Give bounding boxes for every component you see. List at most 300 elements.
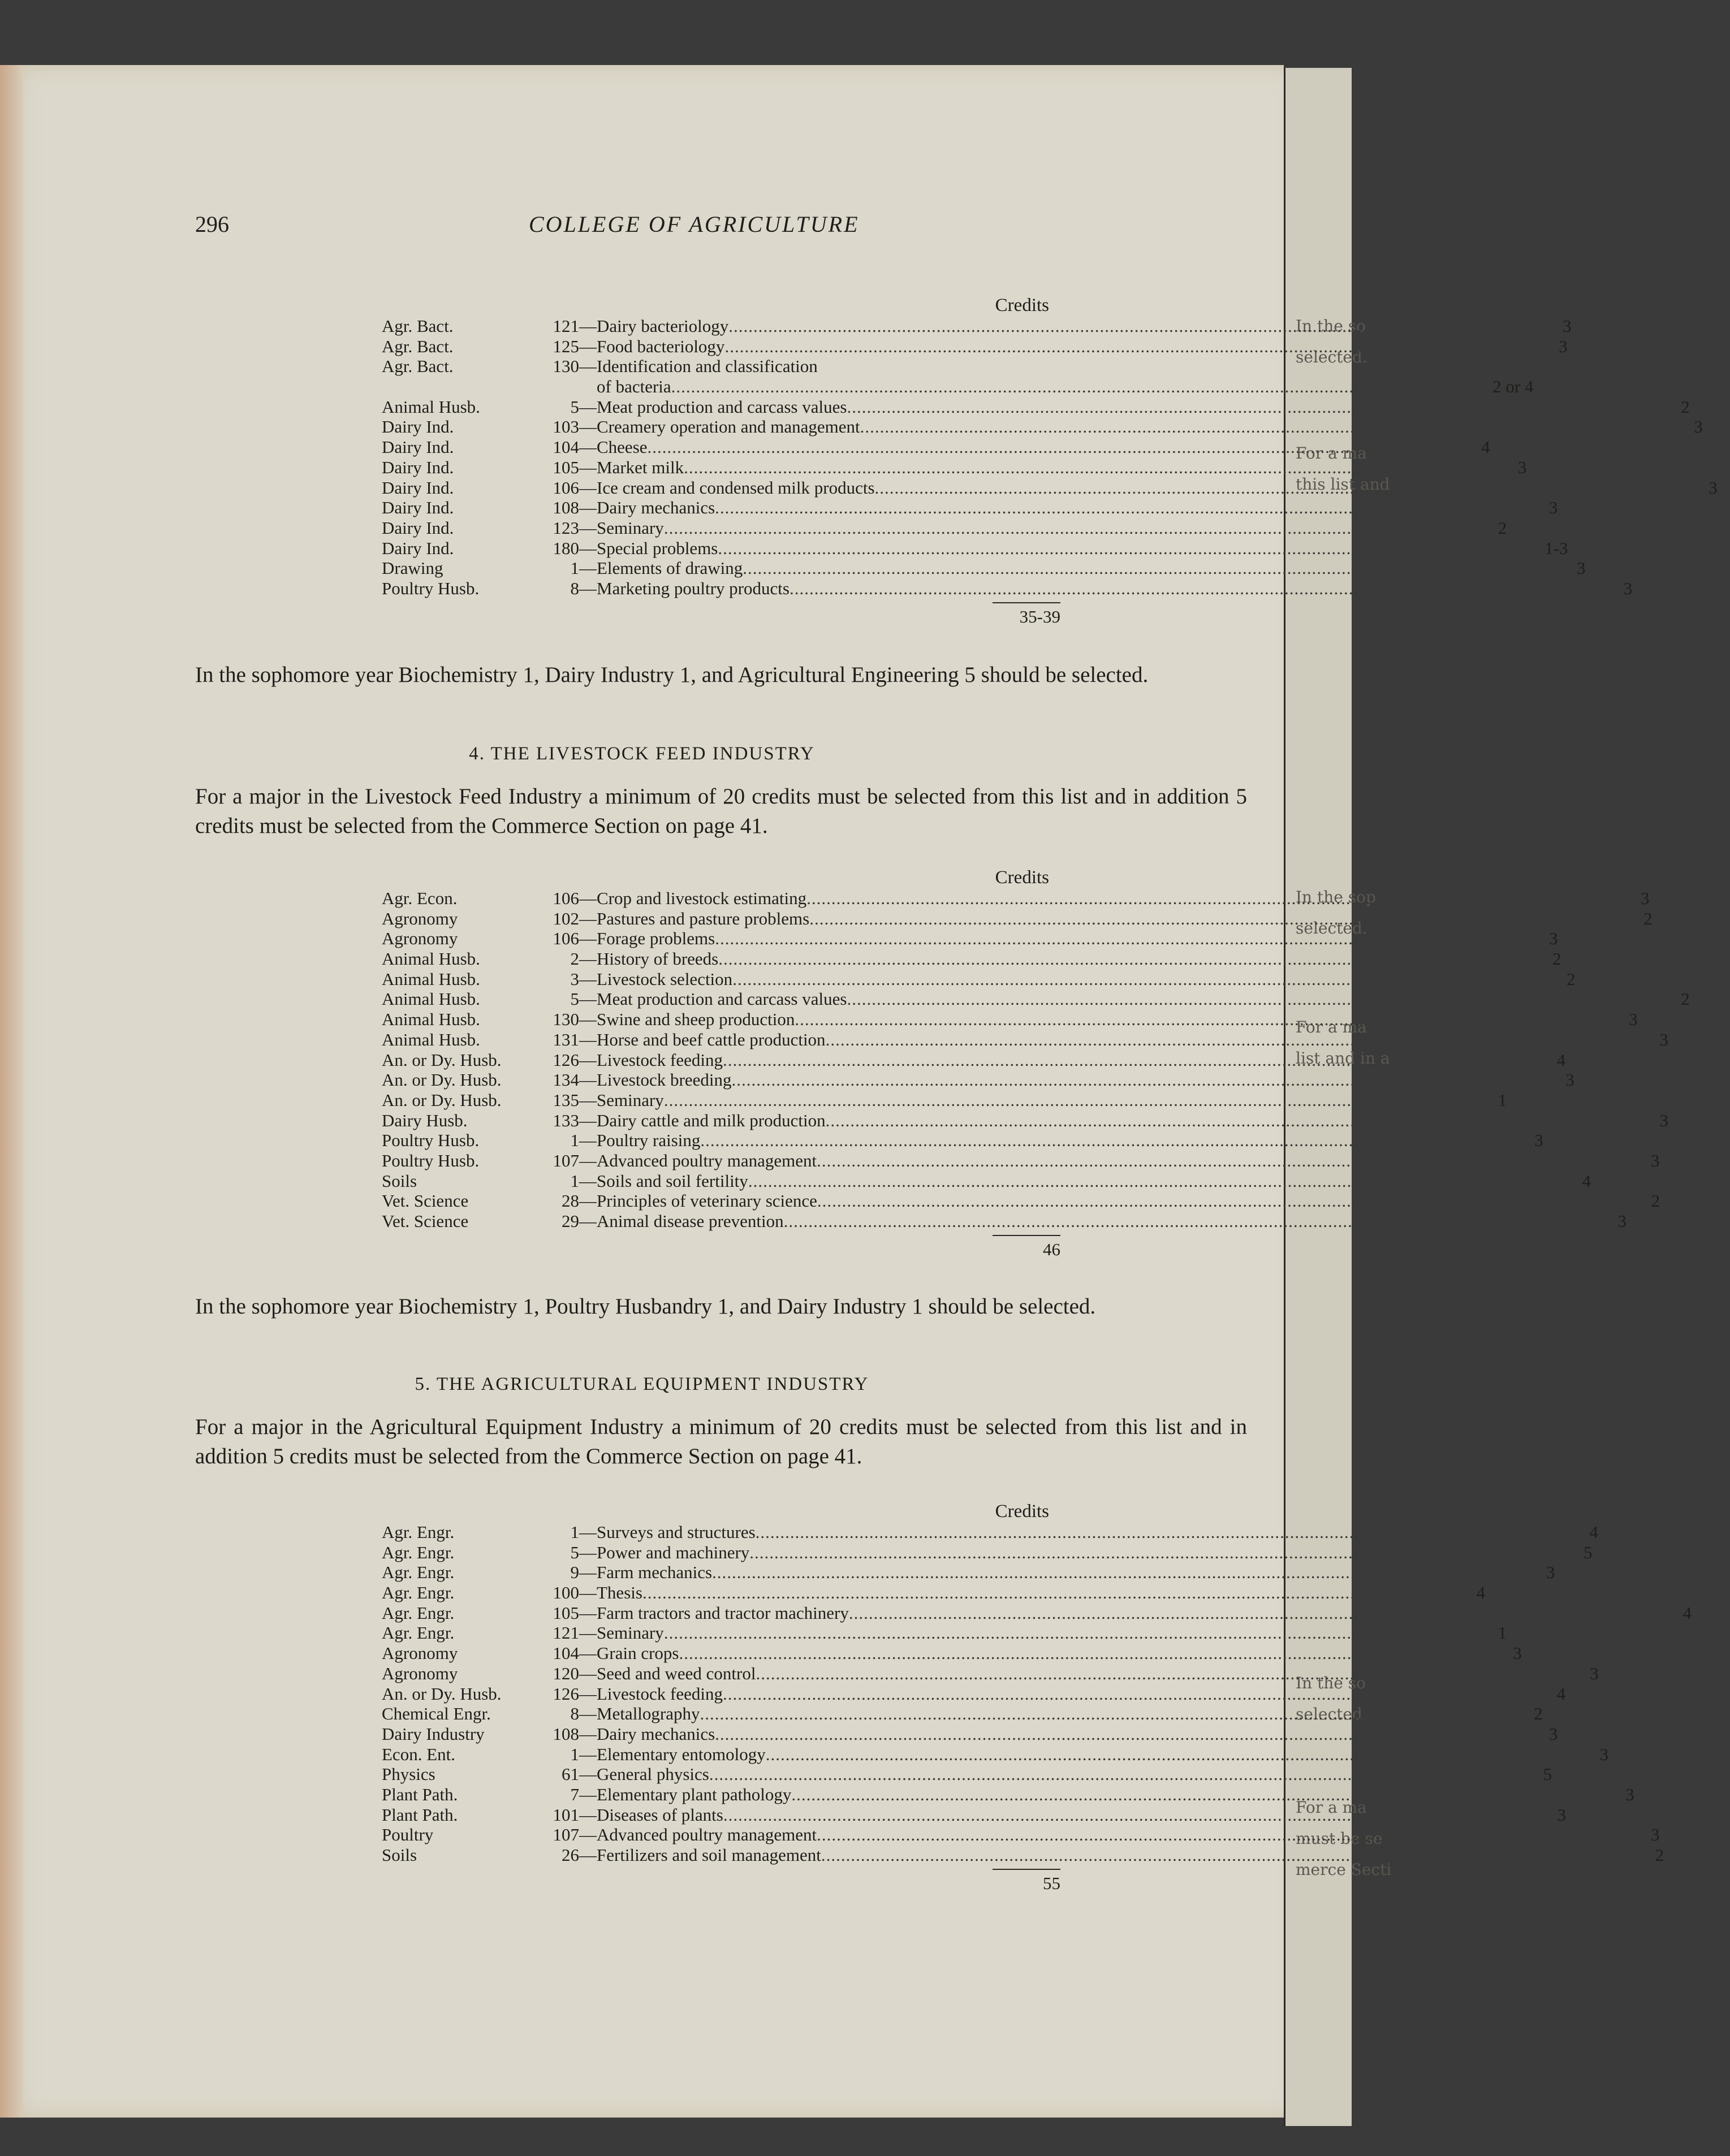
course-credits: 2: [1681, 396, 1690, 417]
course-number: 134—: [553, 1070, 597, 1090]
course-row: [382, 1110, 1668, 1131]
department: Agr. Engr.: [382, 1602, 455, 1623]
course-credits: 3: [1517, 457, 1527, 477]
course-title-cell: [597, 538, 1539, 559]
credits-heading: Credits: [995, 1501, 1049, 1522]
course-credits: 2: [1498, 517, 1507, 538]
facing-fragment: selected.: [1296, 919, 1367, 937]
course-title-cell: [597, 356, 1038, 377]
course-credits: 2: [1552, 949, 1561, 969]
dot-leader: [732, 969, 1554, 990]
course-title: Livestock feeding: [597, 1683, 723, 1704]
department: Dairy Ind.: [382, 517, 454, 538]
course-title: Advanced poultry management: [597, 1825, 817, 1845]
total-rule: [993, 602, 1060, 603]
dot-leader: [847, 989, 1668, 1009]
course-number: 133—: [553, 1110, 597, 1130]
course-credits: 5: [1584, 1542, 1593, 1562]
course-credits: 1: [1498, 1623, 1507, 1643]
course-row: [382, 1191, 1660, 1211]
course-credits: 3: [1599, 1744, 1608, 1764]
dot-leader: [664, 1090, 1486, 1111]
course-title-cell: [597, 417, 1681, 437]
course-number: 103—: [553, 417, 597, 437]
course-number: 106—: [553, 928, 597, 949]
course-title: Swine and sheep production: [597, 1009, 795, 1030]
course-title: Soils and soil fertility: [597, 1170, 748, 1191]
course-credits: 3: [1559, 336, 1568, 356]
course-title-cell: [597, 1664, 1577, 1684]
course-title-cell: [597, 1704, 1521, 1724]
dot-leader: [715, 498, 1537, 518]
course-title-cell: [597, 949, 1540, 969]
course-title-cell: [597, 1562, 1534, 1583]
course-credits: 1-3: [1545, 538, 1568, 558]
course-number: 126—: [553, 1683, 597, 1704]
course-credits: 3: [1625, 1784, 1634, 1804]
course-title: Seminary: [597, 1623, 664, 1643]
facing-fragment: For a ma: [1296, 1798, 1367, 1817]
department: Soils: [382, 1170, 417, 1191]
course-number: 108—: [553, 498, 597, 518]
course-row: [382, 457, 1527, 478]
course-title-cell: [597, 1724, 1537, 1744]
course-number: 130—: [553, 356, 597, 377]
course-credits: [1038, 356, 1072, 377]
course-title: Animal disease prevention: [597, 1211, 784, 1231]
dot-leader: [723, 1050, 1545, 1070]
course-credits: 3: [1709, 477, 1718, 498]
department: An. or Dy. Husb.: [382, 1683, 502, 1704]
course-number: 104—: [553, 437, 597, 457]
course-number: 104—: [553, 1643, 597, 1664]
total-rule: [993, 1235, 1060, 1236]
department: Animal Husb.: [382, 1009, 480, 1030]
dot-leader: [715, 1724, 1537, 1744]
dot-leader: [671, 377, 1493, 397]
course-title-cell: [597, 1090, 1485, 1111]
facing-fragment: selected.: [1296, 1705, 1367, 1723]
course-credits: 1: [1498, 1090, 1507, 1110]
course-number: 8—: [570, 578, 597, 598]
course-number: 1—: [570, 1170, 597, 1191]
course-number: 125—: [553, 336, 597, 356]
dot-leader: [817, 1825, 1638, 1845]
course-credits: 3: [1546, 1562, 1555, 1583]
course-title: of bacteria: [597, 377, 671, 397]
course-title-cell: [597, 1543, 1571, 1563]
course-number: 5—: [570, 396, 597, 417]
course-title: Cheese: [597, 437, 648, 457]
facing-fragment: For a ma: [1296, 444, 1367, 463]
dot-leader: [700, 1130, 1522, 1151]
course-credits: 3: [1659, 1110, 1668, 1130]
course-row: [382, 498, 1558, 518]
course-row: [382, 1170, 1591, 1191]
course-number: 108—: [553, 1723, 597, 1744]
course-title: Livestock breeding: [597, 1070, 732, 1090]
course-title-cell: [597, 1825, 1638, 1845]
department: Plant Path.: [382, 1784, 458, 1804]
credits-heading: Credits: [995, 867, 1049, 888]
course-title: Meat production and carcass values: [597, 396, 847, 417]
department: An. or Dy. Husb.: [382, 1070, 502, 1090]
department: An. or Dy. Husb.: [382, 1090, 502, 1110]
dot-leader: [826, 1111, 1647, 1131]
sophomore-note: In the sophomore year Biochemistry 1, Poultry Husbandry 1, and Dairy Industry 1 should be selected.: [195, 1294, 1096, 1319]
department: Dairy Ind.: [382, 457, 454, 477]
course-title: Poultry raising: [597, 1130, 701, 1151]
department: Poultry: [382, 1825, 434, 1845]
dot-leader: [728, 316, 1550, 336]
course-title-cell: [597, 1684, 1544, 1704]
dot-leader: [756, 1664, 1577, 1684]
course-title: Farm mechanics: [597, 1562, 713, 1583]
course-title: General physics: [597, 1764, 709, 1785]
page-number: 296: [195, 211, 229, 237]
course-title: Principles of veterinary science: [597, 1191, 817, 1211]
course-credits: 3: [1577, 558, 1586, 578]
course-title: Dairy cattle and milk production: [597, 1110, 826, 1130]
course-credits: 4: [1556, 1683, 1566, 1704]
section-intro: For a major in the Livestock Feed Industry a minimum of 20 credits must be selected from this list and in addition 5 credits must be selected from the Commerce Section on page 41.: [195, 784, 1247, 838]
course-row: [382, 578, 1633, 599]
dot-leader: [718, 538, 1539, 559]
course-row: [382, 1784, 1634, 1805]
dot-leader: [821, 1845, 1643, 1865]
course-row: [382, 377, 1534, 397]
course-number: 1—: [570, 1130, 597, 1151]
course-number: 8—: [570, 1704, 597, 1724]
course-title-cell: [597, 437, 1469, 457]
total-rule: [993, 1869, 1060, 1870]
course-credits: 3: [1557, 1804, 1567, 1825]
course-number: 135—: [553, 1090, 597, 1110]
course-title: Power and machinery: [597, 1542, 750, 1562]
course-row: [382, 969, 1576, 990]
course-title: Special problems: [597, 538, 718, 558]
section-intro: For a major in the Agricultural Equipment Industry a minimum of 20 credits must be selected from this list and in addition 5 credits must be selected from the Commerce Section on page 41.: [195, 1415, 1247, 1468]
dot-leader: [709, 1764, 1531, 1785]
department: Soils: [382, 1845, 417, 1865]
department: Agronomy: [382, 908, 458, 928]
dot-leader: [715, 928, 1537, 949]
course-title-cell: [597, 1009, 1616, 1030]
department: Poultry Husb.: [382, 578, 480, 598]
course-credits: 2: [1566, 969, 1576, 989]
course-title-cell: [597, 1845, 1642, 1865]
course-credits: 2 or 4: [1492, 377, 1534, 397]
course-credits: 4: [1556, 1049, 1566, 1070]
course-title: Marketing poultry products: [597, 578, 789, 598]
department: Animal Husb.: [382, 1029, 480, 1049]
course-title-cell: [597, 1151, 1638, 1171]
course-credits: 4: [1589, 1522, 1598, 1542]
course-credits: 3: [1563, 316, 1572, 336]
course-title-cell: [597, 888, 1628, 909]
course-title: Livestock feeding: [597, 1049, 723, 1070]
course-row: [382, 1070, 1574, 1090]
dot-leader: [723, 1684, 1545, 1704]
department: Econ. Ent.: [382, 1744, 455, 1764]
department: Chemical Engr.: [382, 1704, 491, 1724]
department: Drawing: [382, 558, 443, 578]
course-number: 5—: [570, 1542, 597, 1562]
department: Dairy Ind.: [382, 417, 454, 437]
course-title: Surveys and structures: [597, 1522, 756, 1542]
course-title-cell: [597, 1111, 1647, 1131]
course-credits: 3: [1629, 1009, 1638, 1030]
course-credits: 3: [1650, 1825, 1660, 1845]
dot-leader: [817, 1191, 1639, 1211]
course-credits: 3: [1590, 1663, 1599, 1683]
course-number: 1—: [570, 558, 597, 578]
dot-leader: [684, 457, 1505, 478]
course-title-cell: [597, 1744, 1587, 1765]
department: Agr. Econ.: [382, 888, 458, 908]
course-number: 106—: [553, 888, 597, 908]
course-title-cell: [597, 558, 1564, 578]
course-title: Forage problems: [597, 928, 715, 949]
course-row: [382, 1542, 1593, 1563]
course-number: 107—: [553, 1825, 597, 1845]
facing-fragment: For a ma: [1296, 1018, 1367, 1036]
course-credits: 4: [1481, 437, 1490, 457]
dot-leader: [756, 1522, 1577, 1543]
course-credits: 2: [1651, 1191, 1660, 1211]
course-number: 101—: [553, 1804, 597, 1825]
course-credits: 3: [1623, 578, 1633, 598]
dot-leader: [795, 1009, 1616, 1030]
credits-total: 46: [1043, 1239, 1060, 1259]
course-credits: 3: [1659, 1029, 1668, 1049]
course-title: Dairy bacteriology: [597, 316, 729, 336]
course-title-cell: [597, 1643, 1500, 1664]
course-title-cell: [597, 1030, 1647, 1050]
course-title-cell: [597, 1070, 1553, 1090]
dot-leader: [723, 1805, 1545, 1825]
dot-leader: [749, 1543, 1571, 1563]
course-row: [382, 989, 1690, 1009]
page-edge: [0, 65, 23, 2118]
course-title: History of breeds: [597, 949, 719, 969]
course-title: Grain crops: [597, 1643, 679, 1664]
course-number: 105—: [553, 457, 597, 477]
course-title-cell: [597, 377, 1492, 397]
course-row: [382, 558, 1586, 578]
course-number: 121—: [553, 1623, 597, 1643]
section-heading: 4. THE LIVESTOCK FEED INDUSTRY: [469, 744, 815, 764]
course-row: [382, 1723, 1558, 1744]
department: Vet. Science: [382, 1211, 469, 1231]
course-title-cell: [597, 397, 1668, 417]
course-number: 180—: [553, 538, 597, 558]
department: Agronomy: [382, 1663, 458, 1683]
course-number: 130—: [553, 1009, 597, 1030]
dot-leader: [875, 478, 1697, 498]
course-title: Advanced poultry management: [597, 1150, 817, 1170]
department: Agr. Engr.: [382, 1542, 455, 1562]
course-row: [382, 1211, 1627, 1232]
course-title: Seed and weed control: [597, 1663, 756, 1683]
course-title-cell: [597, 1805, 1545, 1825]
course-number: 126—: [553, 1049, 597, 1070]
section-heading: 5. THE AGRICULTURAL EQUIPMENT INDUSTRY: [415, 1374, 869, 1394]
course-title-cell: [597, 1603, 1670, 1623]
course-credits: 3: [1548, 498, 1558, 518]
course-number: 2—: [570, 949, 597, 969]
department: Dairy Husb.: [382, 1110, 468, 1130]
course-number: 1—: [570, 1744, 597, 1764]
department: An. or Dy. Husb.: [382, 1049, 502, 1070]
department: Animal Husb.: [382, 989, 480, 1009]
course-title-cell: [597, 1623, 1485, 1643]
course-row: [382, 417, 1703, 437]
course-title-cell: [597, 1191, 1638, 1211]
course-title-cell: [597, 518, 1485, 538]
course-title: Crop and livestock estimating: [597, 888, 807, 908]
course-title: Pastures and pasture problems: [597, 908, 810, 928]
dot-leader: [718, 949, 1540, 969]
credits-total: 35-39: [1019, 606, 1060, 627]
cont-spacer: [382, 377, 543, 397]
department: Vet. Science: [382, 1191, 469, 1211]
course-row: [382, 1744, 1608, 1765]
course-title-cell: [597, 1211, 1605, 1232]
course-number: 29—: [562, 1211, 597, 1231]
course-title-cell: [597, 1522, 1577, 1543]
course-title: Elementary plant pathology: [597, 1784, 792, 1804]
course-number: 106—: [553, 477, 597, 498]
dot-leader: [847, 397, 1668, 417]
course-credits: 3: [1694, 417, 1703, 437]
running-title: COLLEGE OF AGRICULTURE: [529, 211, 860, 237]
department: Dairy Industry: [382, 1723, 485, 1744]
facing-fragment: In the so: [1296, 317, 1366, 335]
dot-leader: [743, 558, 1564, 578]
course-title: Farm tractors and tractor machinery: [597, 1602, 849, 1623]
course-title: Creamery operation and management: [597, 417, 860, 437]
sophomore-note: In the sophomore year Biochemistry 1, Dairy Industry 1, and Agricultural Engineering 5 should be selected.: [195, 663, 1149, 687]
course-title: Fertilizers and soil management: [597, 1845, 821, 1865]
course-row: [382, 517, 1507, 538]
course-title: Seminary: [597, 1090, 664, 1110]
course-row: [382, 1764, 1552, 1785]
facing-fragment: selected.: [1296, 348, 1367, 366]
course-row: [382, 1623, 1507, 1643]
department: Plant Path.: [382, 1804, 458, 1825]
course-number: 120—: [553, 1663, 597, 1683]
course-title: Horse and beef cattle production: [597, 1029, 826, 1049]
department: Animal Husb.: [382, 396, 480, 417]
course-title-cell: [597, 969, 1554, 990]
course-title-cell: [597, 1171, 1569, 1191]
course-number: 107—: [553, 1150, 597, 1170]
department: Agr. Bact.: [382, 356, 454, 377]
department: Agr. Bact.: [382, 336, 454, 356]
facing-fragment: In the so: [1296, 1674, 1366, 1692]
course-title-cell: [597, 316, 1550, 336]
course-row: [382, 1562, 1555, 1583]
course-row: [382, 1643, 1522, 1664]
dot-leader: [806, 888, 1628, 909]
course-title-cell: [597, 578, 1611, 599]
credits-total: 55: [1043, 1873, 1060, 1893]
course-number: 102—: [553, 908, 597, 928]
course-credits: 3: [1640, 888, 1650, 908]
dot-leader: [700, 1704, 1522, 1724]
page-header: [0, 211, 1284, 239]
course-row: [382, 1130, 1543, 1151]
course-number: 1—: [570, 1522, 597, 1542]
dot-leader: [849, 1603, 1671, 1623]
course-title-cell: [597, 1764, 1530, 1785]
course-number: 105—: [553, 1602, 597, 1623]
course-title: Identification and classification: [597, 356, 818, 377]
course-title-cell: [597, 457, 1505, 478]
department: Physics: [382, 1764, 435, 1785]
dot-leader: [860, 417, 1682, 437]
course-credits: 4: [1582, 1170, 1591, 1191]
course-title-cell: [597, 1050, 1544, 1070]
course-row: [382, 356, 1072, 377]
course-title-cell: [597, 1130, 1522, 1151]
course-row: [382, 396, 1690, 417]
course-credits: 5: [1543, 1764, 1552, 1785]
department: Animal Husb.: [382, 969, 480, 989]
dot-leader: [789, 578, 1611, 599]
course-title-cell: [597, 1583, 1464, 1603]
dot-leader: [731, 1070, 1553, 1090]
dot-leader: [766, 1744, 1587, 1765]
dot-leader: [826, 1030, 1647, 1050]
course-title-cell: [597, 928, 1537, 949]
facing-fragment: must be se: [1296, 1829, 1383, 1848]
course-credits: 3: [1534, 1130, 1543, 1151]
course-number: 100—: [553, 1583, 597, 1603]
dot-leader: [809, 909, 1631, 929]
course-number: 26—: [562, 1845, 597, 1865]
course-title-cell: [597, 909, 1631, 929]
course-row: [382, 1602, 1692, 1623]
department: Agronomy: [382, 928, 458, 949]
course-row: [382, 949, 1561, 969]
course-title: Diseases of plants: [597, 1804, 723, 1825]
course-number: 123—: [553, 517, 597, 538]
facing-fragment: merce Secti: [1296, 1860, 1392, 1879]
course-credits: 3: [1565, 1070, 1574, 1090]
cont-spacer: [543, 377, 597, 397]
course-title-cell: [597, 989, 1668, 1009]
department: Dairy Ind.: [382, 498, 454, 518]
dot-leader: [784, 1211, 1606, 1232]
course-number: 5—: [570, 989, 597, 1009]
course-row: [382, 1845, 1664, 1865]
course-row: [382, 1583, 1486, 1603]
course-credits: 4: [1476, 1583, 1486, 1603]
course-number: 121—: [553, 316, 597, 336]
course-number: 3—: [570, 969, 597, 989]
course-credits: 3: [1617, 1211, 1627, 1231]
department: Poultry Husb.: [382, 1150, 480, 1170]
course-title: Elements of drawing: [597, 558, 743, 578]
department: Dairy Ind.: [382, 437, 454, 457]
dot-leader: [791, 1785, 1613, 1805]
department: Agr. Engr.: [382, 1522, 455, 1542]
course-row: [382, 1150, 1660, 1171]
department: Agr. Engr.: [382, 1562, 455, 1583]
course-credits: 3: [1548, 928, 1558, 949]
